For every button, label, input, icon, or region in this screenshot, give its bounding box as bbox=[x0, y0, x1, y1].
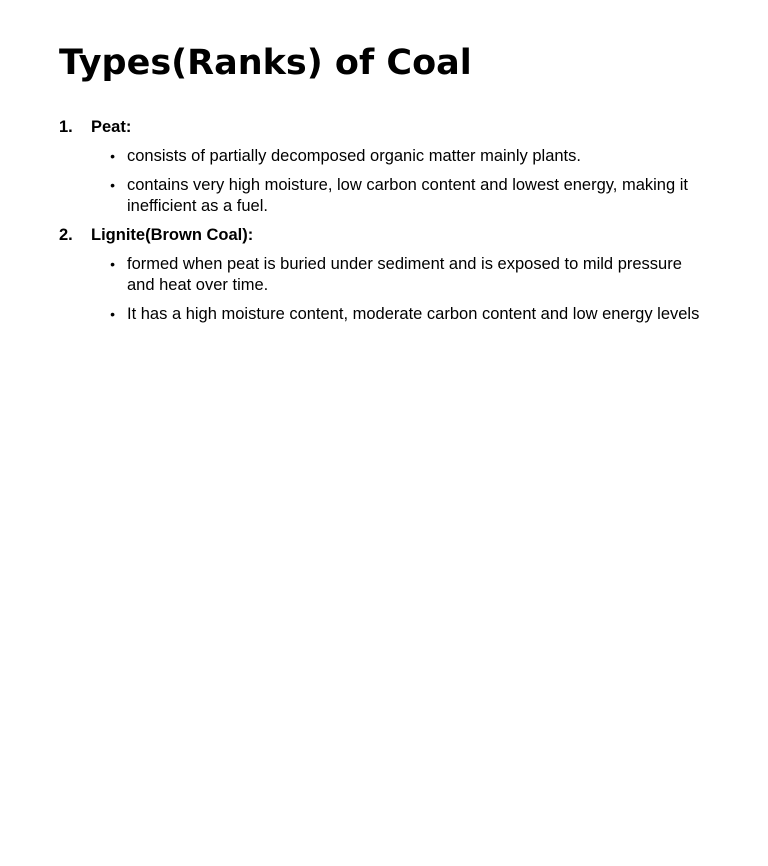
bullet-text: contains very high moisture, low carbon content and lowest energy, making it inefficient as a fuel. bbox=[127, 176, 688, 215]
bullet-point bbox=[59, 175, 709, 217]
item-heading bbox=[59, 225, 709, 246]
item-number: 2. bbox=[59, 226, 73, 244]
bullet-icon: • bbox=[110, 177, 115, 193]
bullet-text: formed when peat is buried under sediment and is exposed to mild pressure and heat over time. bbox=[127, 255, 682, 294]
slide-title: Types(Ranks) of Coal bbox=[59, 43, 472, 83]
list-item-lignite bbox=[59, 225, 709, 325]
bullet-point bbox=[59, 254, 709, 296]
item-label: Peat: bbox=[91, 118, 132, 136]
list-item-peat bbox=[59, 117, 709, 217]
bullet-icon: • bbox=[110, 148, 115, 164]
item-label: Lignite(Brown Coal): bbox=[91, 226, 254, 244]
bullet-icon: • bbox=[110, 256, 115, 272]
item-number: 1. bbox=[59, 118, 73, 136]
bullet-text: consists of partially decomposed organic matter mainly plants. bbox=[127, 147, 581, 165]
coal-types-list bbox=[59, 117, 709, 333]
bullet-text: It has a high moisture content, moderate carbon content and low energy levels bbox=[127, 305, 700, 323]
item-heading bbox=[59, 117, 709, 138]
bullet-point bbox=[59, 304, 709, 325]
bullet-icon: • bbox=[110, 306, 115, 322]
bullet-point bbox=[59, 146, 709, 167]
